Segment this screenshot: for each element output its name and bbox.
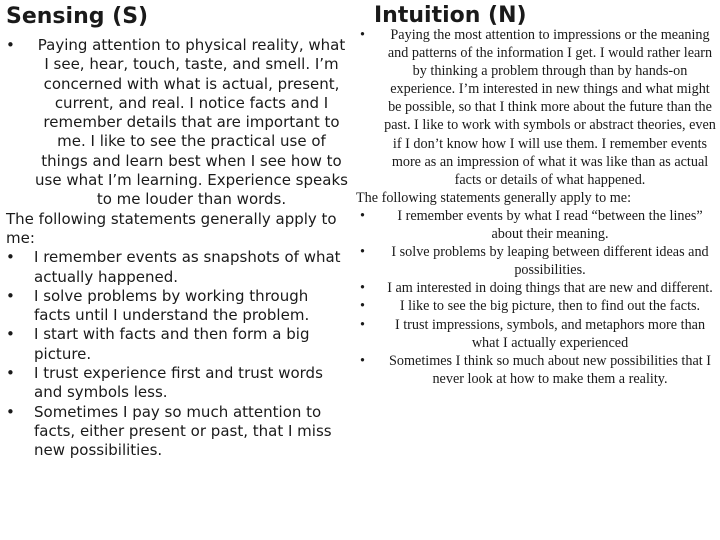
intuition-statement-text: I solve problems by leaping between different ideas and possibilities. bbox=[391, 244, 709, 279]
intuition-statement bbox=[356, 243, 718, 279]
bullet-icon: • bbox=[6, 248, 15, 267]
intuition-statement-text: I am interested in doing things that are new and different. bbox=[387, 280, 713, 297]
sensing-statement bbox=[4, 325, 349, 364]
sensing-statement-text: I trust experience first and trust words and symbols less. bbox=[34, 364, 323, 402]
bullet-icon: • bbox=[360, 352, 365, 369]
intuition-statement-text: Sometimes I think so much about new possibilities that I never look at how to make them a reality. bbox=[389, 352, 711, 387]
intuition-statement-text: I trust impressions, symbols, and metaphors more than what I actually experienced bbox=[394, 316, 706, 351]
sensing-statement bbox=[4, 364, 349, 403]
intuition-intro-text: Paying the most attention to impressions or the meaning and patterns of the information I get. I would rather learn by thinking a problem through than by hands-on experience. I’m interested in new things and what might be possible, so that I think more about the future than the past. I like to work with symbols or abstract theories, even if I don’t know how I will use them. I remember events more as an impression of what it was like than as actual facts or details of what happened. bbox=[384, 27, 716, 188]
bullet-icon: • bbox=[6, 364, 15, 383]
sensing-statement bbox=[4, 248, 349, 287]
sensing-statement-text: I solve problems by working through facts until I understand the problem. bbox=[34, 286, 310, 325]
sensing-lead: The following statements generally apply to me: bbox=[6, 209, 337, 247]
bullet-icon: • bbox=[360, 207, 365, 224]
bullet-icon: • bbox=[6, 325, 15, 344]
intuition-statement bbox=[356, 316, 718, 352]
sensing-statement-text: Sometimes I pay so much attention to facts, either present or past, that I miss new possibilities. bbox=[34, 402, 332, 460]
intuition-statement-text: I remember events by what I read “between the lines” about their meaning. bbox=[397, 207, 703, 243]
intuition-statement-text: I like to see the big picture, then to find out the facts. bbox=[399, 298, 701, 315]
sensing-column bbox=[4, 36, 349, 461]
bullet-icon: • bbox=[360, 280, 365, 297]
bullet-icon: • bbox=[360, 316, 365, 333]
intuition-intro bbox=[356, 26, 718, 189]
intuition-statements bbox=[356, 207, 718, 388]
bullet-icon: • bbox=[6, 402, 15, 421]
sensing-statements bbox=[4, 248, 349, 460]
intuition-statement bbox=[356, 297, 718, 315]
intuition-statement bbox=[356, 352, 718, 388]
intuition-intro-list bbox=[356, 26, 718, 189]
bullet-icon: • bbox=[6, 36, 15, 54]
bullet-icon: • bbox=[360, 298, 365, 315]
intuition-statement bbox=[356, 207, 718, 243]
sensing-intro bbox=[4, 36, 349, 210]
intuition-lead: The following statements generally apply to me: bbox=[356, 189, 632, 206]
sensing-statement bbox=[4, 403, 349, 461]
sensing-intro-list bbox=[4, 36, 349, 210]
sensing-intro-text: Paying attention to physical reality, what I see, hear, touch, taste, and smell. I’m concerned with what is actual, present, current, and real. I notice facts and I remember details that are important to me. I like to see the practical use of things and learn best when I see how to use what I’m learning. Experience speaks to me louder than words. bbox=[35, 36, 348, 209]
bullet-icon: • bbox=[6, 286, 15, 305]
intuition-title: Intuition (N) bbox=[374, 3, 527, 28]
sensing-statement-text: I remember events as snapshots of what actually happened. bbox=[34, 248, 341, 286]
sensing-title: Sensing (S) bbox=[6, 4, 149, 29]
sensing-statement-text: I start with facts and then form a big picture. bbox=[34, 325, 310, 363]
intuition-statement bbox=[356, 279, 718, 297]
intuition-column bbox=[356, 26, 718, 388]
bullet-icon: • bbox=[360, 27, 365, 43]
bullet-icon: • bbox=[360, 244, 365, 261]
sensing-statement bbox=[4, 287, 349, 326]
